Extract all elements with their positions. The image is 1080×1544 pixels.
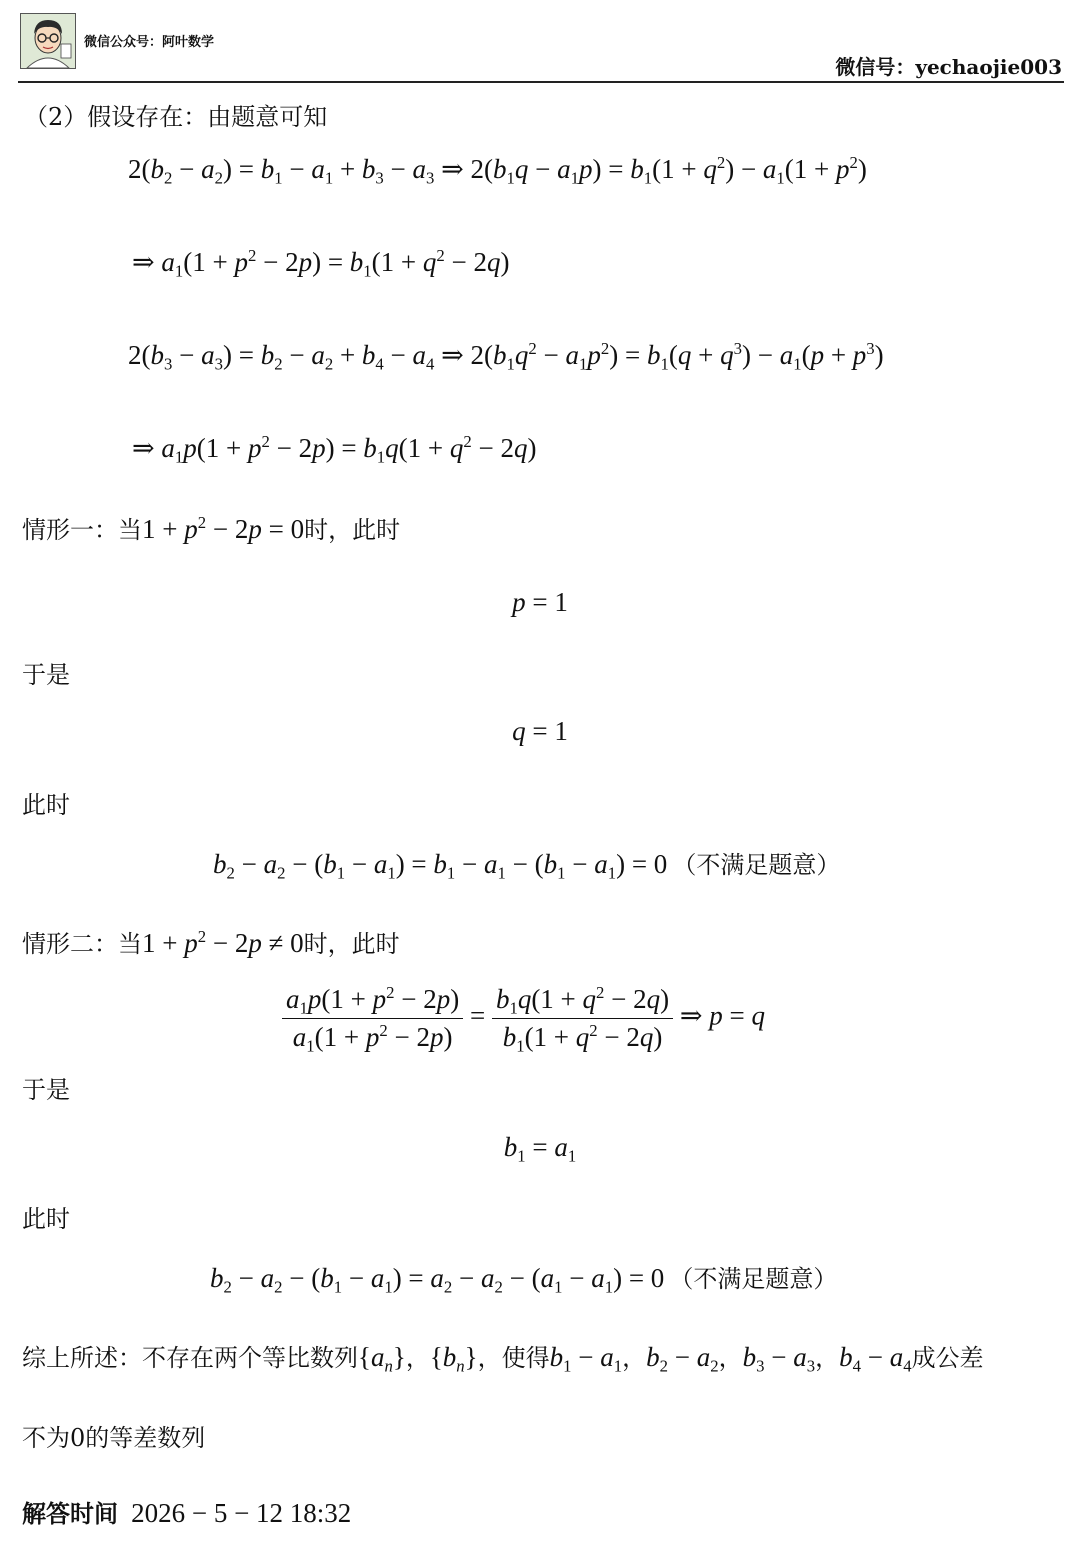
difference-terms: $b_1 - a_1$，$b_2 - a_2$，$b_3 - a_3$，$b_4 - a_4$ <box>549 1342 912 1376</box>
case-2-line <box>22 924 400 959</box>
equation-b1-equals-a1: $b_1 = a_1$ <box>503 1132 577 1166</box>
sequence-a: $\{a_n\}$ <box>358 1342 406 1376</box>
not-satisfy-note-1: （不满足题意） <box>672 851 841 879</box>
equation-check-1: $b_2 - a_2 - (b_1 - a_1) = b_1 - a_1 - (b_1 - a_1) = 0$ <box>213 849 668 883</box>
wechat-id-label: 微信号：yechaojie003 <box>835 55 1062 79</box>
cartoon-teacher-avatar-icon <box>20 13 76 69</box>
case-2-condition: $1 + p^2 - 2p \ne 0$ <box>142 926 304 958</box>
conclusion-part-2: ，使得 <box>477 1344 550 1372</box>
conclusion-line-1: 综上所述：不存在两个等比数列$\{a_n\}$，$\{b_n\}$，使得$b_1 - a_1$，$b_2 - a_2$，$b_3 - a_3$，$b_4 - a_4$成公差 <box>22 1342 984 1376</box>
part-intro: （2）假设存在：由题意可知 <box>24 103 328 131</box>
so-label-2: 于是 <box>22 1076 70 1104</box>
case-1-line <box>22 510 400 545</box>
then-label-2: 此时 <box>22 1205 70 1233</box>
equation-1: $2(b_2 - a_2) = b_1 - a_1 + b_3 - a_3$ ⇒ $2(b_1q - a_1p) = b_1(1 + q^2) - a_1(1 + p^2)$ <box>128 152 867 188</box>
case-2-suffix: 时，此时 <box>303 930 400 958</box>
conclusion-part-1: 综上所述：不存在两个等比数列 <box>22 1344 358 1372</box>
check-line-1 <box>213 845 841 883</box>
conclusion-part-3: 成公差 <box>911 1344 984 1372</box>
answer-time-line <box>22 1494 351 1529</box>
so-label-1: 于是 <box>22 661 70 689</box>
not-satisfy-note-2: （不满足题意） <box>669 1265 838 1293</box>
equation-p-equals-1: p = 1 <box>512 587 568 617</box>
case-1-suffix: 时，此时 <box>304 516 401 544</box>
answer-time-value: 2026 − 5 − 12 18:32 <box>131 1498 352 1528</box>
equation-4: ⇒ $a_1p(1 + p^2 - 2p) = b_1q(1 + q^2 - 2q)$ <box>132 431 537 467</box>
check-line-2 <box>210 1259 838 1297</box>
conclusion-line-2: 不为0的等差数列 <box>22 1424 206 1452</box>
equation-check-2: $b_2 - a_2 - (b_1 - a_1) = a_2 - a_2 - (a_1 - a_1) = 0$ <box>210 1263 665 1297</box>
case-2-intro: 情形二：当 <box>22 930 142 958</box>
answer-time-label: 解答时间 <box>22 1499 118 1528</box>
header-divider <box>18 81 1064 83</box>
wechat-account-label: 微信公众号：阿叶数学 <box>84 35 215 50</box>
equation-2: ⇒ $a_1(1 + p^2 - 2p) = b_1(1 + q^2 - 2q)$ <box>132 245 510 281</box>
sequence-b: $\{b_n\}$ <box>429 1342 478 1376</box>
fraction-right: $\frac{b_1q(1 + q^2 - 2q)}{b_1(1 + q^2 - 2q)}$ <box>492 984 673 1053</box>
fraction-left: $\frac{a_1p(1 + p^2 - 2p)}{a_1(1 + p^2 - 2p)}$ <box>282 984 463 1053</box>
equation-q-equals-1: q = 1 <box>512 716 568 746</box>
case-1-condition: $1 + p^2 - 2p = 0$ <box>142 512 305 544</box>
equation-3: $2(b_3 - a_3) = b_2 - a_2 + b_4 - a_4$ ⇒ $2(b_1q^2 - a_1p^2) = b_1(q + q^3) - a_1(p + p^3)$ <box>128 338 884 374</box>
case-1-intro: 情形一：当 <box>22 516 142 544</box>
equation-ratio: $\frac{a_1p(1 + p^2 - 2p)}{a_1(1 + p^2 - 2p)}$ = $\frac{b_1q(1 + q^2 - 2q)}{b_1(1 + q^2 - 2q)}$ ⇒ p = q <box>282 984 765 1053</box>
then-label-1: 此时 <box>22 791 70 819</box>
